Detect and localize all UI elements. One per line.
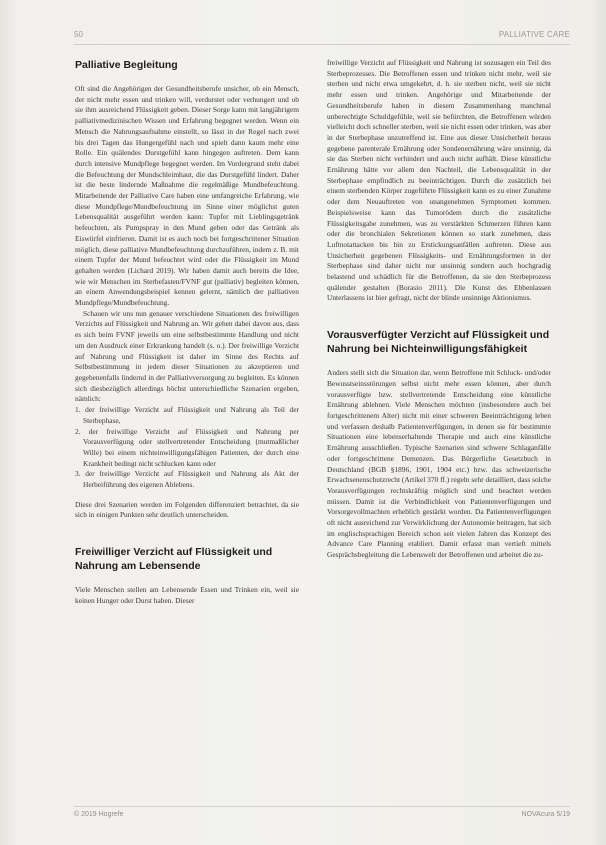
paragraph: Diese drei Szenarien werden im Folgenden differenziert betrachtet, da sie sich in einigen Punkten sehr deutlich unterscheiden.: [75, 499, 299, 520]
left-column: [75, 58, 299, 607]
section-title: PALLIATIVE CARE: [498, 30, 570, 39]
copyright: © 2019 Hogrefe: [74, 811, 124, 818]
spacer: [75, 521, 299, 545]
paragraph: Oft sind die Angehörigen der Gesundheitsberufe unsicher, ob ein Mensch, der nicht mehr essen und trinken will, verdurstet oder verhungert und ob sie ihm ausreichend Flüssigkeit geben. Dieser Sorge kann mit langjährigem palliativmedizinischen Wissen und Erfahrung begegnet werden. Wenn ein Mensch die Nahrungsaufnahme einstellt, so lässt in der Regel nach zwei bis drei Tagen das Hungergefühl nach und spielt dann kaum mehr eine Rolle. Ein quälendes Durstgefühl kann hingegen auftreten. Dem kann durch intensive Mundpflege begegnet werden. Im Vordergrund steht dabei die Befeuchtung der Mundschleimhaut, die das Durstgefühl lindert. Daher ist die beste lindernde Maßnahme die regelmäßige Mundbefeuchtung. Mitarbeitende der Palliative Care haben eine umfangreiche Erfahrung, wie diese Mundpflege/Mundbefeuchtung im Sinne einer möglichst guten Lebensqualität ausgeführt werden kann: Tupfer mit Lieblingsgetränk befeuchten, als Pumpspray in den Mund geben oder das Getränk als Eiswürfel einfrieren. Damit ist es auch noch bei fortgeschrittener Situation möglich, diese palliative Mundbefeuchtung durchzuführen, indem z. B. mit einem Tupfer der Mund befeuchtet wird oder die Flüssigkeit im Mund gehalten werden (Lichard 2019). Wir haben damit auch bereits die Idee, wie wir Menschen im Sterbefasten/FVNF gut (palliativ) begleiten können, an einem Anwendungsbeispiel kennen gelernt, nämlich der palliativen Mundpflege/Mundbefeuchtung.: [75, 84, 299, 308]
scenario-list: [75, 405, 299, 491]
header-rule: [74, 44, 570, 45]
magazine-issue: NOVAcura 5/19: [521, 811, 570, 818]
paragraph: freiwillige Verzicht auf Flüssigkeit und Nahrung ist sozusagen ein Teil des Sterbeprozesses. Die Betroffenen essen und trinken nicht mehr, weil sie sterben und nicht etwa umgekehrt, d. h. sie sterben nicht, weil sie nicht mehr essen und trinken. Angehörige und Mitarbeitende der Gesundheitsberufe haben in diesem Zusammenhang manchmal unberechtigte Schuldgefühle, weil sie befürchten, die Betroffenen würden vielleicht doch schneller sterben, weil sie nicht essen oder trinken, was aber in der Sterbephase unzutreffend ist. Eine aus dieser Unsicherheit heraus gegebene parenterale Ernährung oder Sondenernährung wäre unsinnig, da sie das Sterben nicht verhindert und auch nicht aufhält. Diese künstliche Ernährung hätte vor allem den Nachteil, die Lebensqualität in der Sterbephase empfindlich zu beeinträchtigen. Durch die zusätzlich bei einem sterbenden Körper zugeführte Flüssigkeit kann es zu einer Zunahme oder dem Neuauftreten von unangenehmen Symptomen kommen. Beispielsweise kann das Tumorödem durch die zusätzliche Flüssigkeitsgabe zunehmen, was zu verstärkten Schmerzen führen kann oder die bronchialen Sekretionen können so stark zunehmen, dass Luftnotattacken bis hin zu Erstickungsanfällen auftreten. Diese aus Unsicherheit gegebenen Flüssigkeits- und Ernährungsformen in der Sterbephase sind daher nicht nur unsinnig sondern auch hochgradig belastend und schädlich für die Betroffenen, da sie den Sterbeprozess quälender gestalten (Borasio 2011). Die Kunst des Ebbenlassen Unterlassens ist hier gefragt, nicht der blinde unsinnige Aktionismus.: [327, 58, 551, 303]
paragraph: Anders stellt sich die Situation dar, wenn Betroffene mit Schluck- und/oder Bewusstseinsstörungen selbst nicht mehr essen können, aber durch vorausverfügte bzw. stellvertretende Entscheidung eine künstliche Ernährung ablehnen. Viele Menschen möchten (insbesondere auch bei fortgeschrittenem Alter) nicht mit einer schweren Beeinträchtigung leben und verfassen deshalb Patientenverfügungen, in denen sie für bestimmte Situationen eine lebenserhaltende Therapie und auch eine künstliche Ernährung ausschließen. Typische Szenarien sind schwere Schlaganfälle oder fortgeschrittene Demenzen. Das Bürgerliche Gesetzbuch in Deutschland (BGB §1896, 1901, 1904 etc.) bzw. das schweizerische Erwachsenenschutzrecht (Artikel 370 ff.) regeln sehr detailliert, dass solche Vorausverfügungen rechtskräftig möglich sind und beachtet werden müssen. Damit ist die Verbindlichkeit von Patientenverfügungen und Vorsorgevollmachten erheblich gestärkt worden. Da Patientenverfügungen oft nicht ausreichend zur Verwirklichung der Autonomie beitragen, hat sich im englischsprachigen Bereich schon seit vielen Jahren das Konzept des Advance Care Planning etabliert. Damit erfasst man vertieft mittels Gesprächsbegleitung die Lebenswelt der Betroffenen und arbeitet die zu-: [327, 368, 551, 560]
page-number: 50: [74, 30, 83, 39]
list-item: 1. der freiwillige Verzicht auf Flüssigkeit und Nahrung als Teil der Sterbephase,: [75, 405, 299, 425]
right-column: [327, 58, 551, 561]
list-item: 3. der freiwillige Verzicht auf Flüssigkeit und Nahrung als Akt der Herbeiführung des eigenen Ablebens.: [75, 469, 299, 490]
spacer: [327, 304, 551, 328]
heading-vorausverfuegter-verzicht: Vorausverfügter Verzicht auf Flüssigkeit und Nahrung bei Nichteinwilligungsfähigkeit: [327, 329, 550, 356]
page-header: [0, 0, 606, 46]
footer-rule: [74, 806, 570, 807]
paragraph: Schauen wir uns nun genauer verschiedene Situationen des freiwilligen Verzichts auf Flüssigkeit und Nahrung an. Wir gehen dabei davon aus, dass es sich beim FVNF jeweils um eine selbstbestimmte Handlung und nicht um den Ausdruck einer Erkrankung handelt (s. o.). Der freiwillige Verzicht auf Nahrung und Flüssigkeit ist daher im Sinne des Rechts auf Selbstbestimmung in jedem dieser Situationen zu akzeptieren und gegebenenfalls lindernd in der Palliativversorgung zu begleiten. Es können sich diesbezüglich allerdings höchst unterschiedliche Szenarien ergeben, nämlich:: [75, 308, 299, 404]
list-item: 2. der freiwillige Verzicht auf Flüssigkeit und Nahrung per Vorausverfügung oder stellvertretender Entscheidung (mutmaßlicher Wille) bei einem nichteinwilligungsfähigen Patienten, der durch eine Krankheit bedingt nicht schlucken kann oder: [75, 426, 299, 468]
paragraph: Viele Menschen stellen am Lebensende Essen und Trinken ein, weil sie keinen Hunger oder Durst haben. Dieser: [75, 585, 299, 605]
page-footer: [0, 806, 606, 826]
heading-palliative-begleitung: Palliative Begleitung: [75, 59, 178, 71]
heading-verzicht-lebensende: Freiwilliger Verzicht auf Flüssigkeit und Nahrung am Lebensende: [75, 546, 273, 573]
spacer: [75, 491, 299, 500]
